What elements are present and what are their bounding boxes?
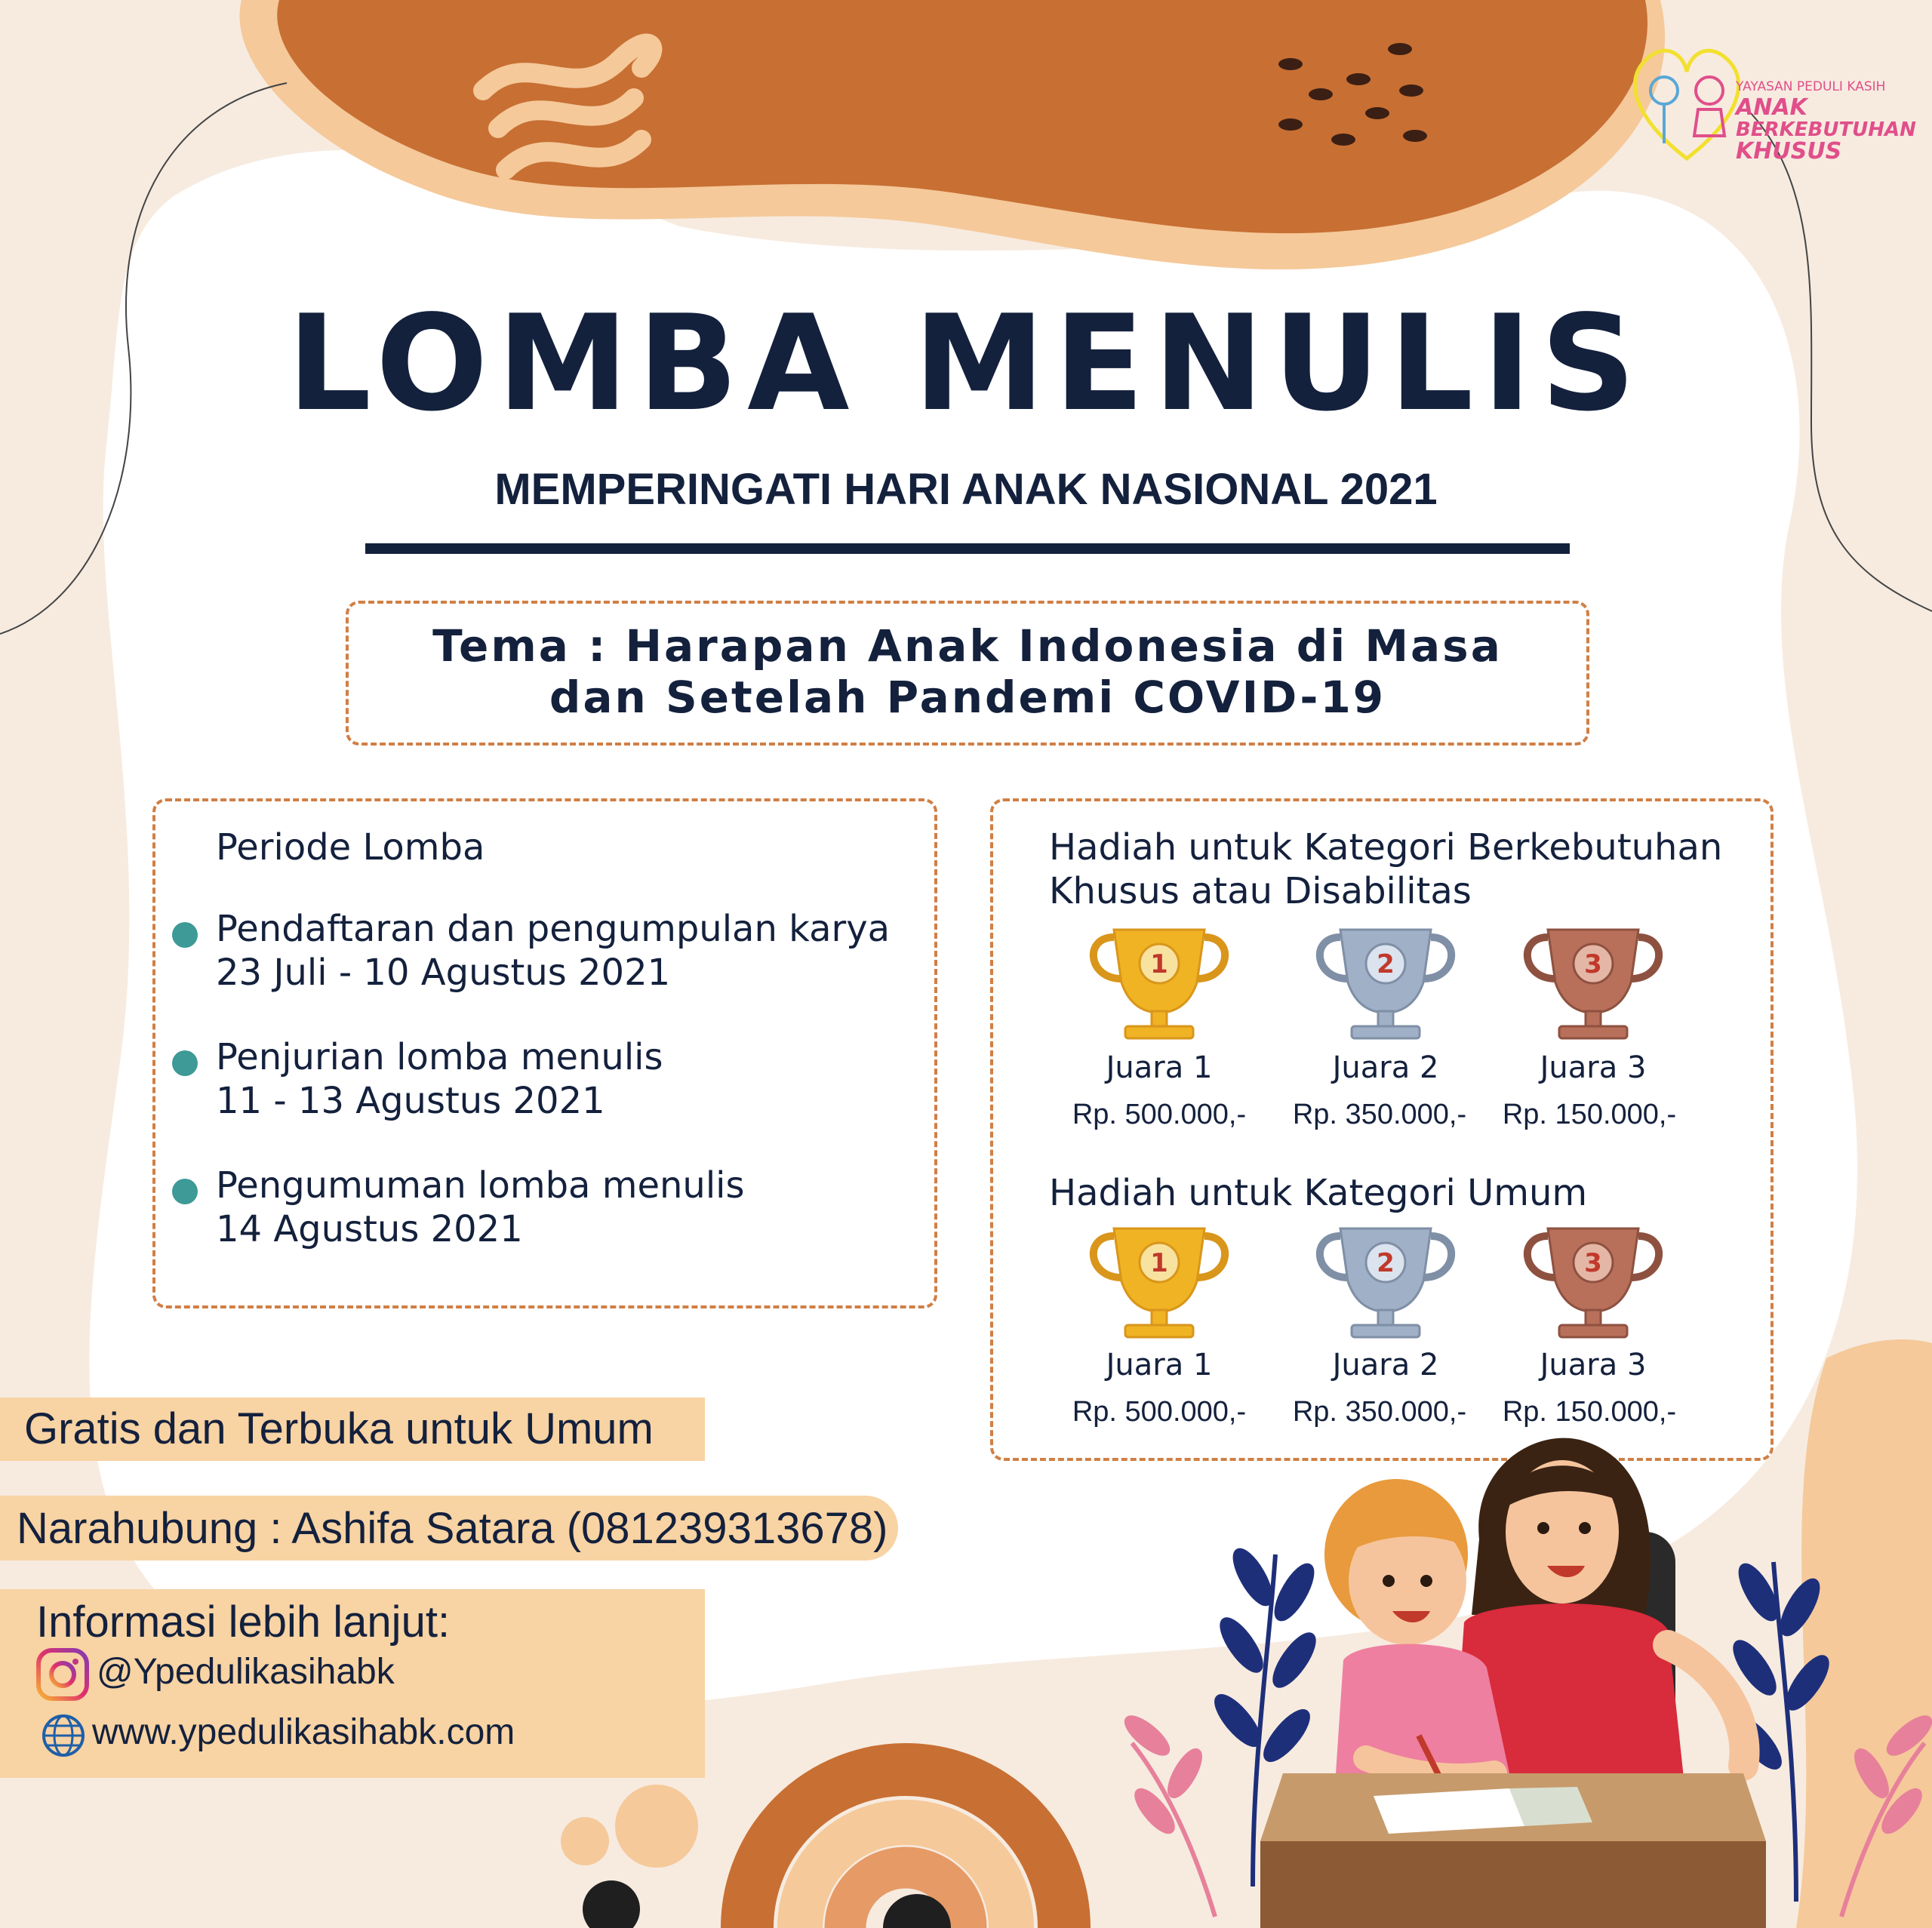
info-panel [0, 1589, 705, 1778]
period-item-3-date: 14 Agustus 2021 [216, 1208, 523, 1250]
trophy-icon [1518, 1221, 1669, 1349]
instagram-icon [36, 1648, 89, 1701]
bullet-dot [172, 1179, 198, 1204]
logo-line1: ANAK [1736, 94, 1807, 121]
prize-special-heading-2: Khusus atau Disabilitas [1049, 870, 1472, 912]
theme-box [346, 601, 1589, 746]
prize-amount: Rp. 150.000,- [1502, 1099, 1677, 1130]
juara-label: Juara 1 [1106, 1348, 1213, 1382]
svg-text:2: 2 [1377, 1248, 1395, 1278]
juara-label: Juara 2 [1332, 1348, 1439, 1382]
trophy-special-2 [1310, 922, 1461, 1053]
juara-label: Juara 3 [1540, 1348, 1647, 1382]
title-divider [365, 543, 1570, 554]
prize-amount: Rp. 150.000,- [1502, 1396, 1677, 1428]
trophy-icon [1084, 1221, 1235, 1349]
period-item-2-title: Penjurian lomba menulis [216, 1036, 663, 1078]
website-link[interactable]: www.ypedulikasihabk.com [92, 1712, 515, 1752]
trophy-icon [1518, 922, 1669, 1050]
free-text: Gratis dan Terbuka untuk Umum [24, 1404, 654, 1453]
juara-label: Juara 1 [1106, 1050, 1213, 1085]
logo-children-icon [1623, 38, 1751, 166]
contact-banner [0, 1496, 898, 1561]
period-box [152, 798, 937, 1308]
info-heading: Informasi lebih lanjut: [36, 1597, 451, 1647]
illustration-mother-child [1117, 1419, 1932, 1928]
free-banner [0, 1398, 705, 1461]
trophy-general-3 [1518, 1221, 1669, 1352]
period-item-3-title: Pengumuman lomba menulis [216, 1164, 745, 1207]
contact-text: Narahubung : Ashifa Satara (081239313678) [17, 1504, 888, 1553]
prize-amount: Rp. 350.000,- [1292, 1396, 1467, 1428]
trophy-general-2 [1310, 1221, 1461, 1352]
prize-box [990, 798, 1774, 1461]
period-item-1-title: Pendaftaran dan pengumpulan karya [216, 908, 891, 950]
period-heading: Periode Lomba [216, 826, 485, 869]
trophy-icon [1084, 922, 1235, 1050]
trophy-special-1 [1084, 922, 1235, 1053]
period-item-1-date: 23 Juli - 10 Agustus 2021 [216, 952, 671, 994]
trophy-special-3 [1518, 922, 1669, 1053]
prize-amount: Rp. 350.000,- [1292, 1099, 1467, 1130]
prize-amount: Rp. 500.000,- [1072, 1396, 1247, 1428]
svg-text:1: 1 [1150, 949, 1168, 979]
theme-line-2: dan Setelah Pandemi COVID-19 [549, 672, 1386, 723]
subtitle: MEMPERINGATI HARI ANAK NASIONAL 2021 [494, 465, 1438, 514]
logo [1623, 38, 1916, 174]
prize-special-heading-1: Hadiah untuk Kategori Berkebutuhan [1049, 826, 1723, 869]
logo-line3: KHUSUS [1736, 138, 1842, 165]
trophy-icon [1310, 1221, 1461, 1349]
logo-line2: BERKEBUTUHAN [1736, 118, 1916, 141]
bullet-dot [172, 922, 198, 948]
page-title: LOMBA MENULIS [287, 288, 1645, 441]
instagram-handle[interactable]: @Ypedulikasihabk [97, 1652, 395, 1692]
juara-label: Juara 3 [1540, 1050, 1647, 1085]
svg-text:3: 3 [1584, 949, 1602, 979]
trophy-icon [1310, 922, 1461, 1050]
bullet-dot [172, 1050, 198, 1076]
logo-org: YAYASAN PEDULI KASIH [1736, 79, 1886, 94]
svg-text:3: 3 [1584, 1248, 1602, 1278]
prize-general-heading: Hadiah untuk Kategori Umum [1049, 1172, 1588, 1214]
svg-text:2: 2 [1377, 949, 1395, 979]
period-item-2-date: 11 - 13 Agustus 2021 [216, 1080, 605, 1122]
juara-label: Juara 2 [1332, 1050, 1439, 1085]
theme-line-1: Tema : Harapan Anak Indonesia di Masa [432, 620, 1503, 672]
prize-amount: Rp. 500.000,- [1072, 1099, 1247, 1130]
trophy-general-1 [1084, 1221, 1235, 1352]
svg-text:1: 1 [1150, 1248, 1168, 1278]
globe-icon [41, 1713, 86, 1758]
